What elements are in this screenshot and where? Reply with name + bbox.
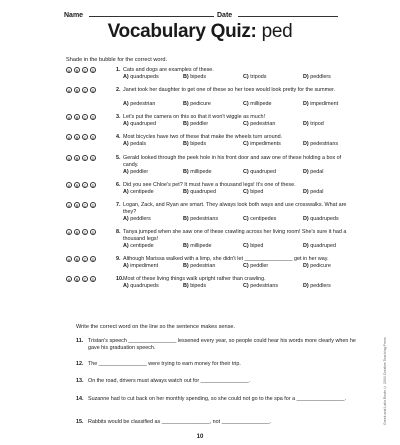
bubble-b[interactable]: B — [75, 231, 79, 235]
bubble-d[interactable]: D — [91, 231, 95, 235]
option-c: C) pedestrian — [243, 121, 276, 127]
option-b: B) peddler — [183, 121, 209, 127]
option-a: A) quadruped — [123, 121, 156, 127]
option-c: C) tripods — [243, 74, 267, 80]
page-number: 10 — [196, 434, 204, 440]
page-title — [0, 21, 400, 43]
bubble-d[interactable]: D — [91, 278, 95, 282]
bubble-c[interactable]: C — [83, 157, 87, 161]
fill-text[interactable]: Tristan's speech ________________ lessened every year, so people could hear his words more clearly when he gave his graduation speech. — [88, 338, 356, 351]
question-number: 6. — [116, 182, 121, 188]
bubble-a[interactable]: A — [67, 116, 71, 120]
name-label: Name — [64, 12, 84, 19]
option-b: B) bipeds — [183, 283, 207, 289]
date-label: Date — [217, 12, 233, 19]
option-c: C) peddler — [243, 263, 269, 269]
bubble-d[interactable]: D — [91, 204, 95, 208]
bubble-c[interactable]: C — [83, 184, 87, 188]
bubble-a[interactable]: A — [67, 258, 71, 262]
option-d: D) quadruped — [303, 243, 336, 249]
option-a: A) impediment — [123, 263, 159, 269]
question-number: 7. — [116, 202, 121, 208]
option-c: C) millipede — [243, 101, 272, 107]
bubble-b[interactable]: B — [75, 278, 79, 282]
bubble-b[interactable]: B — [75, 204, 79, 208]
bubble-d[interactable]: D — [91, 116, 95, 120]
bubble-d[interactable]: D — [91, 258, 95, 262]
option-b: B) bipeds — [183, 141, 207, 147]
bubble-a[interactable]: A — [67, 89, 71, 93]
option-d: D) pedicure — [303, 263, 331, 269]
question-text: Let's put the camera on this so that it won't wiggle as much! — [123, 114, 265, 120]
bubble-c[interactable]: C — [83, 116, 87, 120]
bubble-a[interactable]: A — [67, 136, 71, 140]
bubble-b[interactable]: B — [75, 69, 79, 73]
option-c: C) quadruped — [243, 169, 276, 175]
bubble-a[interactable]: A — [67, 204, 71, 208]
question-text: Tanya jumped when she saw one of these crawling across her living room! She's sure it had a thousand legs! — [123, 229, 347, 242]
option-d: D) peddlers — [303, 74, 331, 80]
bubble-b[interactable]: B — [75, 184, 79, 188]
option-d: D) impediment — [303, 101, 339, 107]
date-field — [217, 10, 338, 19]
bubble-a[interactable]: A — [67, 184, 71, 188]
side-credit: Greek and Latin Roots © 2004 Creative Teaching Press — [383, 337, 387, 425]
bubble-a[interactable]: A — [67, 69, 71, 73]
option-d: D) pedal — [303, 189, 324, 195]
question-text: Logan, Zack, and Ryan are smart. They always look both ways and use crosswalks. What are they? — [123, 202, 347, 215]
option-a: A) pedestrian — [123, 101, 156, 107]
question-number: 4. — [116, 134, 121, 140]
question-number: 9. — [116, 256, 121, 262]
option-b: B) bipeds — [183, 74, 207, 80]
bubble-d[interactable]: D — [91, 157, 95, 161]
option-d: D) pedestrians — [303, 141, 339, 147]
bubble-b[interactable]: B — [75, 89, 79, 93]
title-word: ped — [261, 21, 293, 42]
option-d: D) pedal — [303, 169, 324, 175]
option-c: C) biped — [243, 189, 264, 195]
option-d: D) tripod — [303, 121, 324, 127]
answer-bubbles — [66, 134, 110, 140]
answer-bubbles — [66, 276, 110, 282]
question-number: 5. — [116, 155, 121, 161]
bubble-c[interactable]: C — [83, 136, 87, 140]
question-text: Most of these living things walk upright rather than crawling. — [123, 276, 266, 282]
fill-number: 12. — [76, 361, 84, 367]
fill-text[interactable]: Rabbits would be classified as ________________, not ________________. — [88, 419, 272, 425]
bubble-a[interactable]: A — [67, 231, 71, 235]
date-line — [238, 10, 338, 17]
option-a: A) quadrupeds — [123, 74, 159, 80]
option-b: B) pedicure — [183, 101, 211, 107]
option-b: B) quadruped — [183, 189, 216, 195]
option-b: B) pedestrian — [183, 263, 216, 269]
option-c: C) pedestrians — [243, 283, 279, 289]
option-c: C) impediments — [243, 141, 281, 147]
option-a: A) centipede — [123, 189, 154, 195]
bubble-b[interactable]: B — [75, 157, 79, 161]
option-d: D) peddlers — [303, 283, 331, 289]
bubble-c[interactable]: C — [83, 89, 87, 93]
fill-number: 14. — [76, 396, 84, 402]
question-text: Cats and dogs are examples of these. — [123, 67, 214, 73]
question-number: 10. — [116, 276, 124, 282]
bubble-d[interactable]: D — [91, 136, 95, 140]
answer-bubbles — [66, 87, 110, 93]
option-a: A) quadrupeds — [123, 283, 159, 289]
question-number: 1. — [116, 67, 121, 73]
instruction-shade: Shade in the bubble for the correct word. — [66, 57, 168, 63]
bubble-c[interactable]: C — [83, 204, 87, 208]
question-number: 3. — [116, 114, 121, 120]
answer-bubbles — [66, 229, 110, 235]
question-number: 8. — [116, 229, 121, 235]
answer-bubbles — [66, 182, 110, 188]
bubble-a[interactable]: A — [67, 157, 71, 161]
name-field — [64, 10, 214, 19]
bubble-b[interactable]: B — [75, 258, 79, 262]
option-b: B) pedestrians — [183, 216, 219, 222]
answer-bubbles — [66, 155, 110, 161]
option-a: A) pedals — [123, 141, 147, 147]
option-b: B) millipede — [183, 243, 212, 249]
question-text: Janet took her daughter to get one of these so her toes would look pretty for the summer. — [123, 87, 336, 93]
question-text: Although Marissa walked with a limp, she didn't let ________________ get in her way. — [123, 256, 329, 262]
option-a: A) centipede — [123, 243, 154, 249]
fill-number: 15. — [76, 419, 84, 425]
fill-text[interactable]: The ________________ were trying to earn money for their trip. — [88, 361, 241, 367]
bubble-c[interactable]: C — [83, 231, 87, 235]
name-line — [89, 10, 214, 17]
fill-number: 11. — [76, 338, 84, 344]
option-a: A) peddlers — [123, 216, 151, 222]
option-c: C) centipedes — [243, 216, 277, 222]
option-d: D) quadrupeds — [303, 216, 339, 222]
bubble-d[interactable]: D — [91, 184, 95, 188]
bubble-d[interactable]: D — [91, 89, 95, 93]
bubble-b[interactable]: B — [75, 116, 79, 120]
option-b: B) millipede — [183, 169, 212, 175]
bubble-a[interactable]: A — [67, 278, 71, 282]
question-text: Did you see Chloe's pet? It must have a thousand legs! It's one of these. — [123, 182, 296, 188]
answer-bubbles — [66, 202, 110, 208]
fill-text[interactable]: Suzanne had to cut back on her monthly spending, so she could not go to the spa for a ________________. — [88, 396, 347, 402]
option-c: C) biped — [243, 243, 264, 249]
bubble-c[interactable]: C — [83, 258, 87, 262]
title-main: Vocabulary Quiz: — [107, 21, 257, 42]
bubble-b[interactable]: B — [75, 136, 79, 140]
answer-bubbles — [66, 256, 110, 262]
bubble-c[interactable]: C — [83, 69, 87, 73]
answer-bubbles — [66, 114, 110, 120]
fill-text[interactable]: On the road, drivers must always watch out for ________________. — [88, 378, 251, 384]
instruction-write: Write the correct word on the line so the sentence makes sense. — [76, 324, 236, 330]
answer-bubbles — [66, 67, 110, 73]
bubble-c[interactable]: C — [83, 278, 87, 282]
fill-number: 13. — [76, 378, 84, 384]
bubble-d[interactable]: D — [91, 69, 95, 73]
option-a: A) peddler — [123, 169, 149, 175]
question-text: Most bicycles have two of these that make the wheels turn around. — [123, 134, 283, 140]
question-number: 2. — [116, 87, 121, 93]
question-text: Gerald looked through the peek hole in his front door and saw one of these holding a box of candy. — [123, 155, 342, 168]
